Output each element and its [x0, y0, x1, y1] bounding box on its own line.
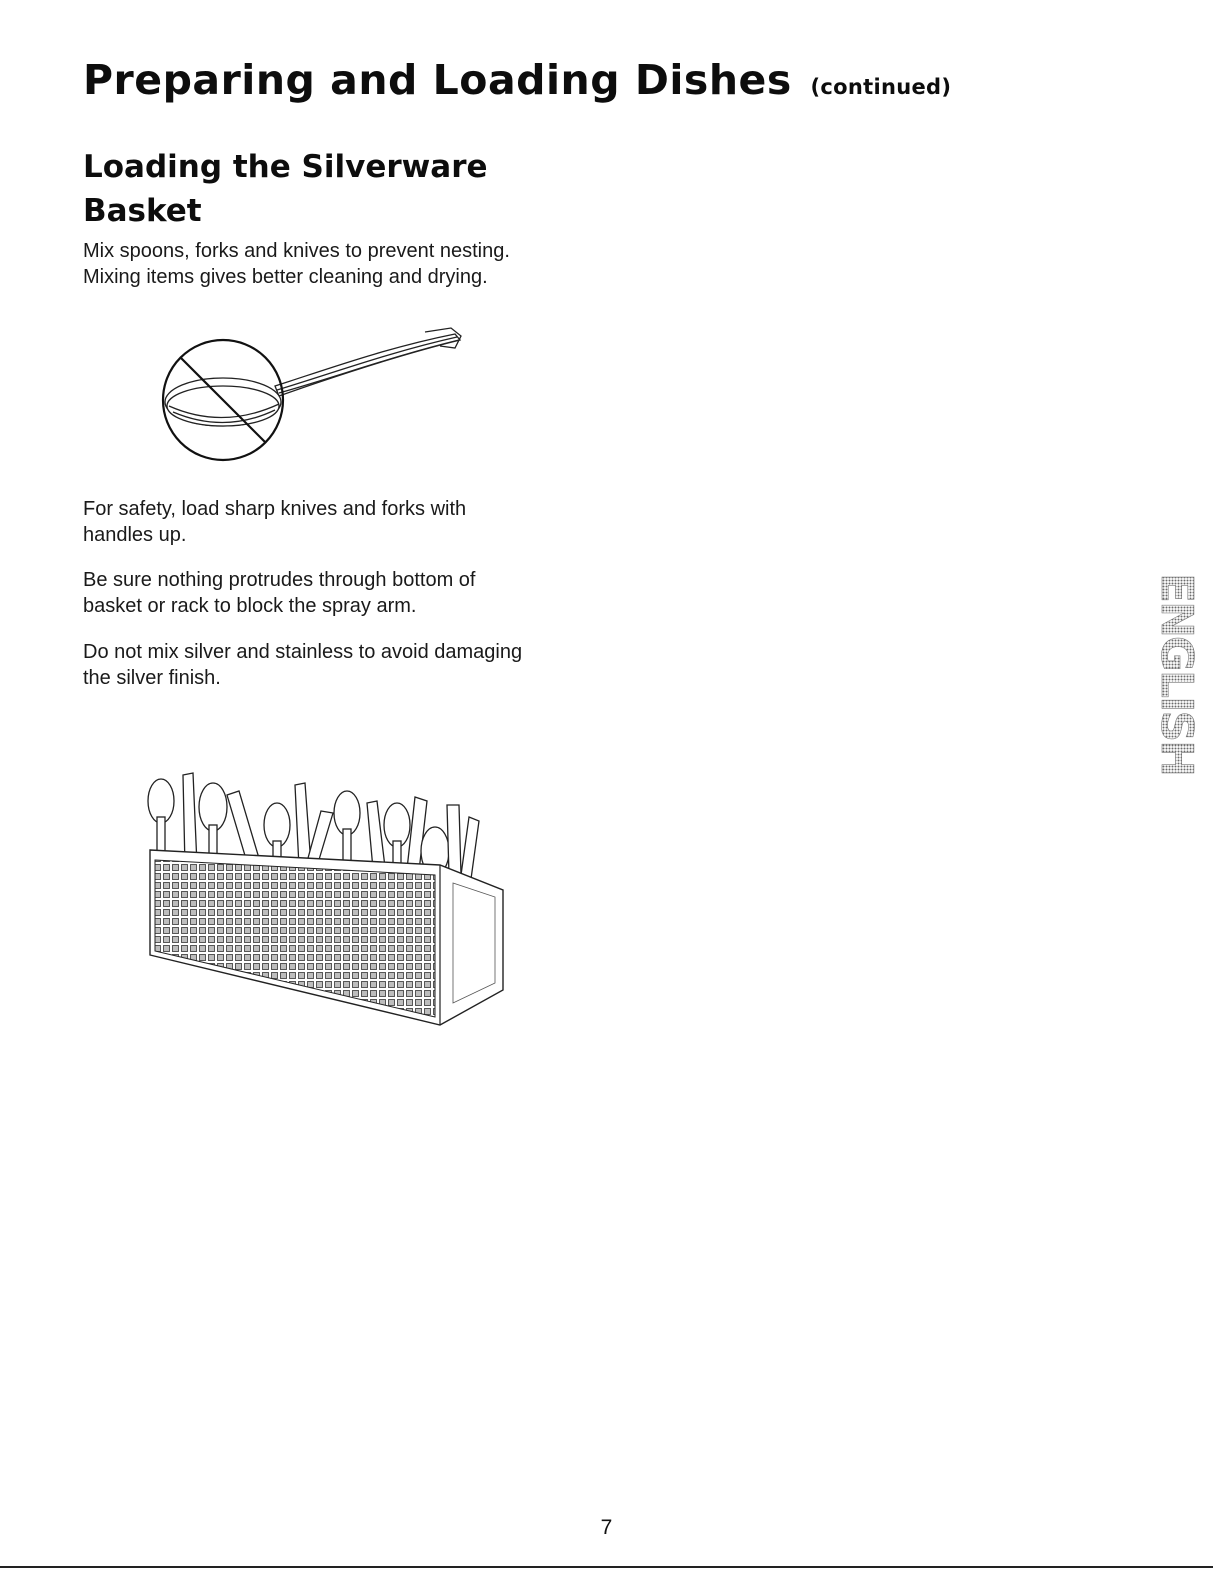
spoon-handles	[275, 328, 461, 396]
paragraph-safety	[83, 496, 603, 548]
basket	[150, 850, 503, 1025]
text-line: the silver finish.	[83, 667, 221, 689]
nested-spoons-prohibited-illustration	[155, 318, 475, 468]
text-line: Do not mix silver and stainless to avoid damaging	[83, 641, 523, 663]
paragraph-protrude	[83, 567, 603, 619]
footer-rule	[0, 1566, 1213, 1568]
text-line: handles up.	[83, 524, 187, 546]
english-tab-icon	[1148, 560, 1200, 788]
continued-label: (continued)	[810, 75, 952, 99]
page-title-text: Preparing and Loading Dishes	[83, 56, 792, 104]
text-line: basket or rack to block the spray arm.	[83, 595, 417, 617]
text-line: For safety, load sharp knives and forks with	[83, 498, 467, 520]
silverware-basket-illustration	[135, 755, 515, 1035]
page-number: 7	[600, 1516, 613, 1539]
page-title	[83, 56, 951, 104]
paragraph-silver	[83, 639, 603, 691]
language-tab	[1148, 560, 1200, 788]
text-line: Mix spoons, forks and knives to prevent nesting.	[83, 240, 510, 262]
section-title: Loading the Silverware Basket	[83, 149, 488, 229]
spoon-bowls	[165, 378, 281, 426]
text-line: Mixing items gives better cleaning and drying.	[83, 266, 488, 288]
english-tab-label: ENGLISH	[1151, 573, 1200, 775]
text-line: Be sure nothing protrudes through bottom of	[83, 569, 476, 591]
paragraph-mix-items	[83, 238, 603, 290]
